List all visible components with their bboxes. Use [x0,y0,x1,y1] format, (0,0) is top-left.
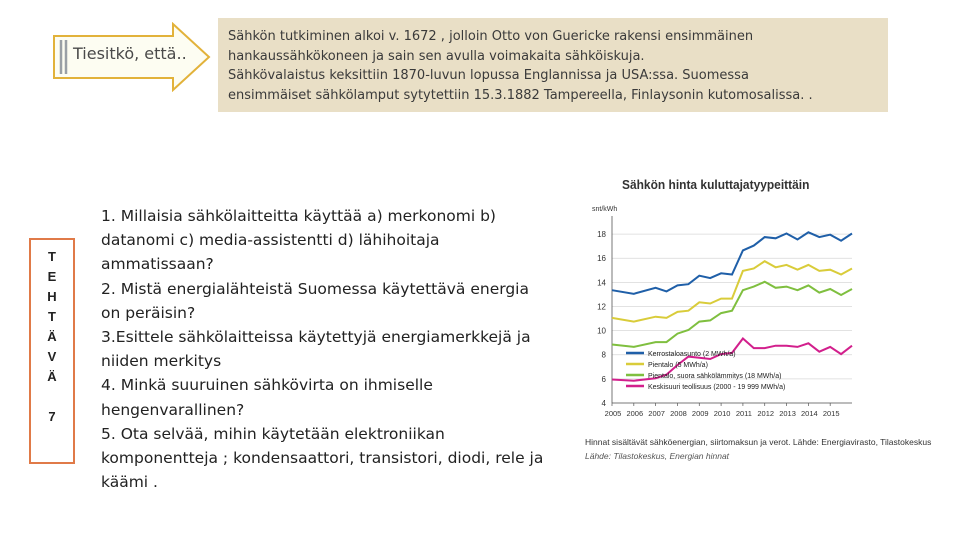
fact-line: Sähkövalaistus keksittiin 1870-luvun lopussa Englannissa ja USA:ssa. Suomessa [228,68,749,83]
y-tick-label: 8 [601,350,606,360]
x-tick-label: 2011 [735,409,752,418]
side-letter: T [48,309,56,324]
legend-label: Pientalo, suora sähkölämmitys (18 MWh/a) [648,373,782,380]
y-axis-label: snt/kWh [592,206,618,213]
chart-source-note-2: Lähde: Tilastokeskus, Energian hinnat [585,451,730,461]
legend-label: Pientalo (5 MWh/a) [648,362,708,369]
side-letter: H [47,289,57,304]
chart-title: Sähkön hinta kuluttajatyypeittäin [622,177,810,192]
question-item: 5. Ota selvää, mihin käytetään elektroniikan komponentteja ; kondensaattori, transistori, diodi, rele ja käämi . [101,424,544,492]
side-spacer [31,387,73,407]
series-line [612,282,852,347]
callout-label: Tiesitkö, että.. [73,44,187,63]
x-tick-label: 2010 [713,409,731,418]
chart-source-note: Hinnat sisältävät sähköenergian, siirtomaksun ja verot. Lähde: Energiavirasto, Tilastokeskus [585,437,932,447]
side-number: 7 [48,409,56,424]
x-tick-label: 2015 [822,409,840,418]
y-tick-label: 6 [601,374,606,384]
fact-line: ensimmäiset sähkölamput sytytettiin 15.3.1882 Tampereella, Finlaysonin kutomosalissa. . [228,87,813,103]
x-tick-label: 2014 [801,409,818,418]
side-letter: T [48,249,56,264]
side-letter: Ä [47,369,57,384]
fact-line: Sähkön tutkiminen alkoi v. 1672 , jolloin Otto von Guericke rakensi ensimmäinen [228,29,754,44]
x-tick-label: 2009 [691,409,709,418]
question-item: 4. Minkä suuruinen sähkövirta on ihmiselle hengenvarallinen? [101,376,433,419]
y-tick-label: 14 [597,278,606,288]
x-tick-label: 2013 [779,409,796,418]
question-item: 1. Millaisia sähkölaitteitta käyttää a) merkonomi b) datanomi c) media-assistentti d) lähihoitaja ammatissaan? [101,207,496,274]
legend-label: Keskisuuri teollisuus (2000 - 19 999 MWh/a) [648,384,786,391]
legend-label: Kerrostaloasunto (2 MWh/a) [648,351,736,358]
y-tick-label: 16 [597,254,606,264]
y-tick-label: 10 [597,326,606,336]
x-tick-label: 2006 [626,409,644,418]
question-item: 3.Esittele sähkölaitteissa käytettyjä energiamerkkejä ja niiden merkitys [101,328,531,371]
callout-arrow [53,22,213,92]
task-side-label [29,238,75,464]
price-chart [582,198,862,428]
question-item: 2. Mistä energialähteistä Suomessa käytettävä energia on peräisin? [101,279,529,322]
y-tick-label: 18 [597,230,606,240]
y-tick-label: 4 [601,399,606,408]
x-tick-label: 2005 [604,409,622,418]
y-tick-label: 12 [597,302,606,312]
question-list [101,204,553,494]
side-letter: V [47,349,57,364]
series-line [612,232,852,293]
x-tick-label: 2008 [670,409,687,418]
fact-line: hankaussähkökoneen ja sain sen avulla voimakaita sähköiskuja. [228,48,645,64]
x-tick-label: 2007 [648,409,665,418]
fact-box [218,18,888,112]
x-tick-label: 2012 [757,409,775,418]
side-letter: Ä [47,329,57,344]
side-letter: E [47,269,57,284]
